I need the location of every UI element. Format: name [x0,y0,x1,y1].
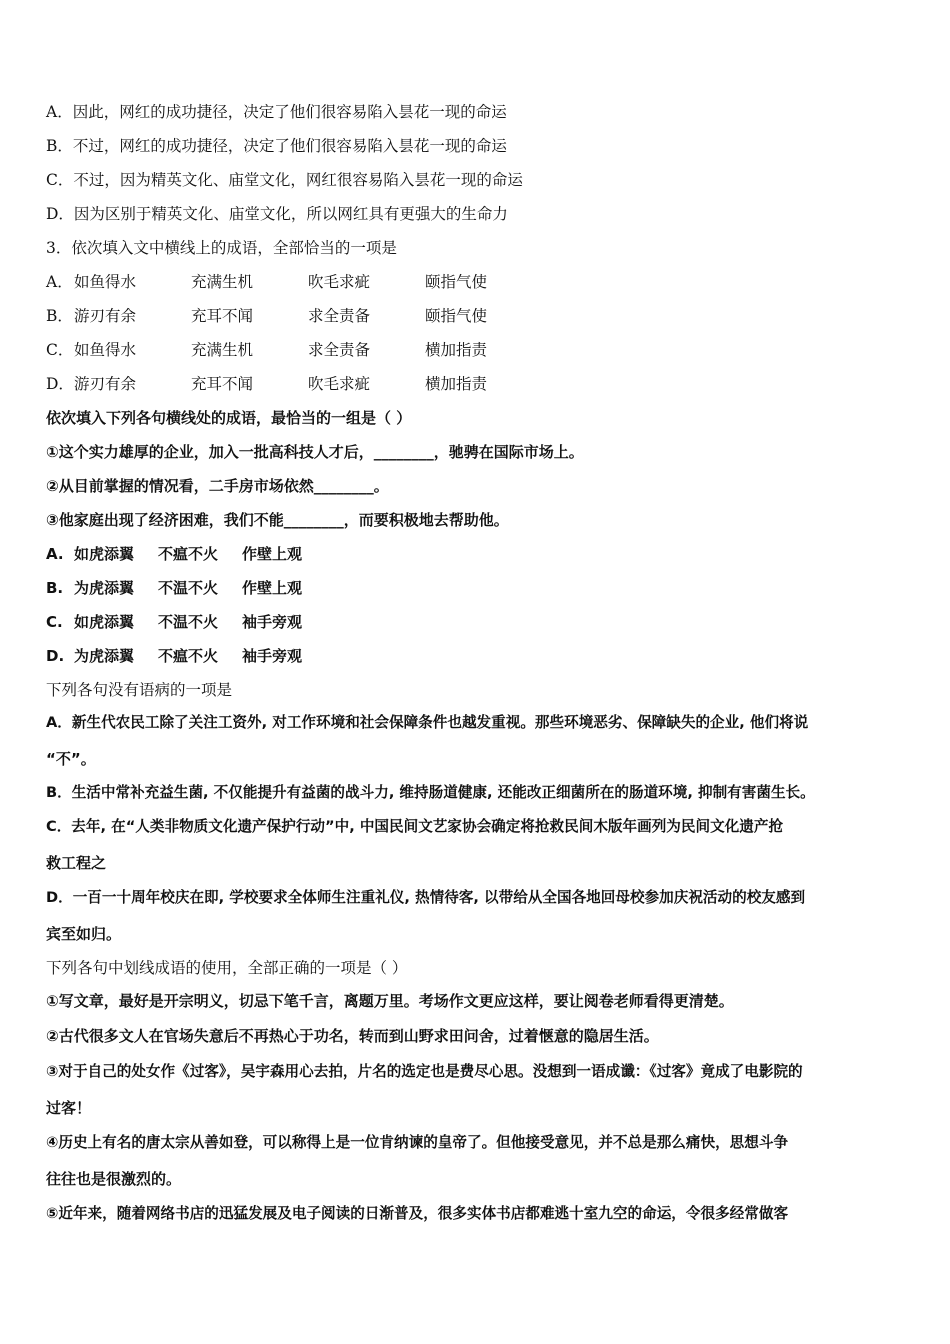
idiom-4: 颐指气使 [425,307,488,325]
q5-option-a-line1: A．新生代农民工除了关注工资外, 对工作环境和社会保障条件也越发重视。那些环境恶劣、保障缺失的企业, 他们将说 [46,714,809,731]
q6-sentence-3-line1: ③对于自己的处女作《过客》，吴宇森用心去拍，片名的选定也是费尽心思。没想到一语成谶：《过客》竟成了电影院的 [46,1063,803,1080]
q4-option-b [46,578,302,598]
idiom-2: 不温不火 [158,579,219,597]
q6-sentence-4-line2: 往往也是很激烈的。 [46,1170,182,1188]
idiom-2: 充满生机 [191,273,254,291]
idiom-2: 充耳不闻 [191,375,254,393]
idiom-3: 吹毛求疵 [308,375,371,393]
q5-option-a-line2: “不”。 [46,750,96,768]
q6-sentence-5-line1: ⑤近年来，随着网络书店的迅猛发展及电子阅读的日渐普及，很多实体书店都难逃十室九空的命运，令很多经常做客 [46,1205,789,1222]
q5-option-d-line2: 宾至如归。 [46,925,122,943]
q5-option-d-line1: D．一百一十周年校庆在即, 学校要求全体师生注重礼仪, 热情待客, 以带给从全国各地回母校参加庆祝活动的校友感到 [46,889,806,906]
idiom-4: 横加指责 [425,375,488,393]
q4-option-a [46,544,302,564]
idiom-3: 求全责备 [308,307,371,325]
q6-sentence-3-line2: 过客！ [46,1099,92,1117]
option-letter: D． [46,375,74,393]
idiom-2: 不瘟不火 [158,545,219,563]
idiom-3: 求全责备 [308,341,371,359]
idiom-3: 袖手旁观 [242,613,303,631]
idiom-1: 游刃有余 [74,307,137,325]
option-a-text: A．因此，网红的成功捷径，决定了他们很容易陷入昙花一现的命运 [46,103,507,121]
option-letter: A. [46,545,64,563]
option-c-text: C．不过，因为精英文化、庙堂文化，网红很容易陷入昙花一现的命运 [46,171,523,189]
q5-option-c-line2: 救工程之 [46,854,107,872]
q3-stem: 3．依次填入文中横线上的成语，全部恰当的一项是 [46,239,397,257]
idiom-3: 袖手旁观 [242,647,303,665]
idiom-2: 不瘟不火 [158,647,219,665]
option-letter: C. [46,613,63,631]
q4-stem: 依次填入下列各句横线处的成语，最恰当的一组是（ ） [46,409,412,427]
q6-sentence-1: ①写文章，最好是开宗明义，切忌下笔千言，离题万里。考场作文更应这样，要让阅卷老师看得更清楚。 [46,992,734,1010]
idiom-1: 游刃有余 [74,375,137,393]
q6-sentence-4-line1: ④历史上有名的唐太宗从善如登，可以称得上是一位肯纳谏的皇帝了。但他接受意见，并不总是那么痛快，思想斗争 [46,1134,789,1151]
option-letter: D. [46,647,65,665]
idiom-3: 作壁上观 [242,545,303,563]
option-letter: A． [46,273,73,291]
idiom-3: 吹毛求疵 [308,273,371,291]
q6-stem: 下列各句中划线成语的使用，全部正确的一项是（ ） [46,959,408,977]
idiom-1: 为虎添翼 [74,647,135,665]
idiom-3: 作壁上观 [242,579,303,597]
option-letter: B. [46,579,64,597]
q4-sentence-2: ②从目前掌握的情况看，二手房市场依然________。 [46,477,389,495]
idiom-1: 如鱼得水 [74,341,137,359]
q4-sentence-1: ①这个实力雄厚的企业，加入一批高科技人才后，________，驰骋在国际市场上。 [46,443,584,461]
q6-sentence-2: ②古代很多文人在官场失意后不再热心于功名，转而到山野求田问舍，过着惬意的隐居生活。 [46,1027,659,1045]
idiom-1: 为虎添翼 [74,579,135,597]
option-letter: B． [46,307,73,325]
idiom-1: 如虎添翼 [74,613,135,631]
q5-stem: 下列各句没有语病的一项是 [46,681,233,699]
q3-option-c [46,340,487,360]
q4-option-d [46,646,302,666]
q3-option-d [46,374,487,394]
q4-sentence-3: ③他家庭出现了经济困难，我们不能________，而要积极地去帮助他。 [46,511,509,529]
option-d-text: D．因为区别于精英文化、庙堂文化，所以网红具有更强大的生命力 [46,205,508,223]
idiom-4: 横加指责 [425,341,488,359]
q4-option-c [46,612,302,632]
idiom-2: 充满生机 [191,341,254,359]
q3-option-a [46,272,487,292]
idiom-1: 如鱼得水 [74,273,137,291]
q5-option-c-line1: C．去年, 在“人类非物质文化遗产保护行动”中, 中国民间文艺家协会确定将抢救民间木版年画列为民间文化遗产抢 [46,818,784,835]
option-b-text: B．不过，网红的成功捷径，决定了他们很容易陷入昙花一现的命运 [46,137,507,155]
option-letter: C． [46,341,74,359]
idiom-2: 不温不火 [158,613,219,631]
idiom-2: 充耳不闻 [191,307,254,325]
q3-option-b [46,306,487,326]
q5-option-b: B．生活中常补充益生菌, 不仅能提升有益菌的战斗力, 维持肠道健康, 还能改正细菌所在的肠道环境, 抑制有害菌生长。 [46,784,815,801]
idiom-1: 如虎添翼 [74,545,135,563]
idiom-4: 颐指气使 [425,273,488,291]
